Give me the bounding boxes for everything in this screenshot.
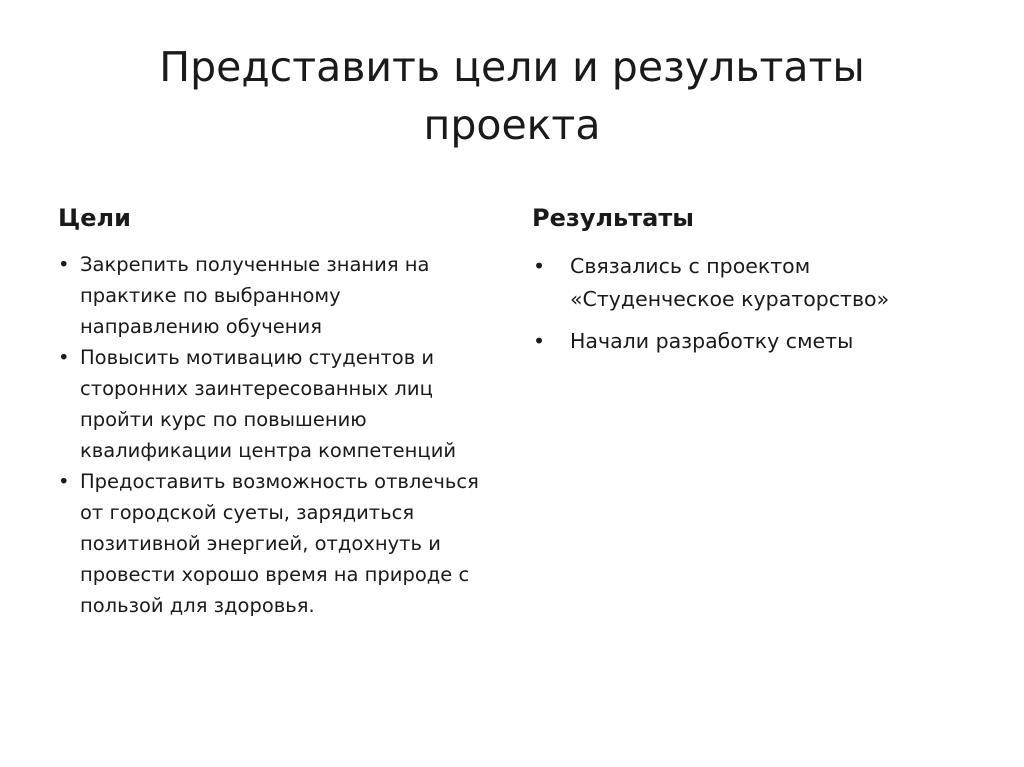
list-item xyxy=(528,250,978,316)
bullet-icon: • xyxy=(58,346,70,369)
bullet-icon: • xyxy=(58,470,70,493)
goal-text: Предоставить возможность отвлечься от городской суеты, зарядиться позитивной энергией, отдохнуть и провести хорошо время на природе с пользой для здоровья. xyxy=(80,470,479,617)
results-heading: Результаты xyxy=(532,204,694,232)
goals-heading: Цели xyxy=(58,204,131,232)
list-item xyxy=(56,466,486,621)
list-item xyxy=(56,249,486,342)
list-item xyxy=(528,325,978,358)
slide-title: Представить цели и результаты проекта xyxy=(159,43,865,149)
bullet-icon: • xyxy=(58,253,70,276)
bullet-icon: • xyxy=(533,329,546,353)
goals-list xyxy=(56,249,486,621)
list-item xyxy=(56,342,486,466)
result-text: Связались с проектом «Студенческое кураторство» xyxy=(570,254,890,311)
result-text: Начали разработку сметы xyxy=(570,329,854,353)
bullet-icon: • xyxy=(533,254,546,278)
results-list xyxy=(528,250,978,367)
goal-text: Закрепить полученные знания на практике по выбранному направлению обучения xyxy=(80,253,430,338)
goal-text: Повысить мотивацию студентов и сторонних заинтересованных лиц пройти курс по повышению квалификации центра компетенций xyxy=(80,346,457,462)
